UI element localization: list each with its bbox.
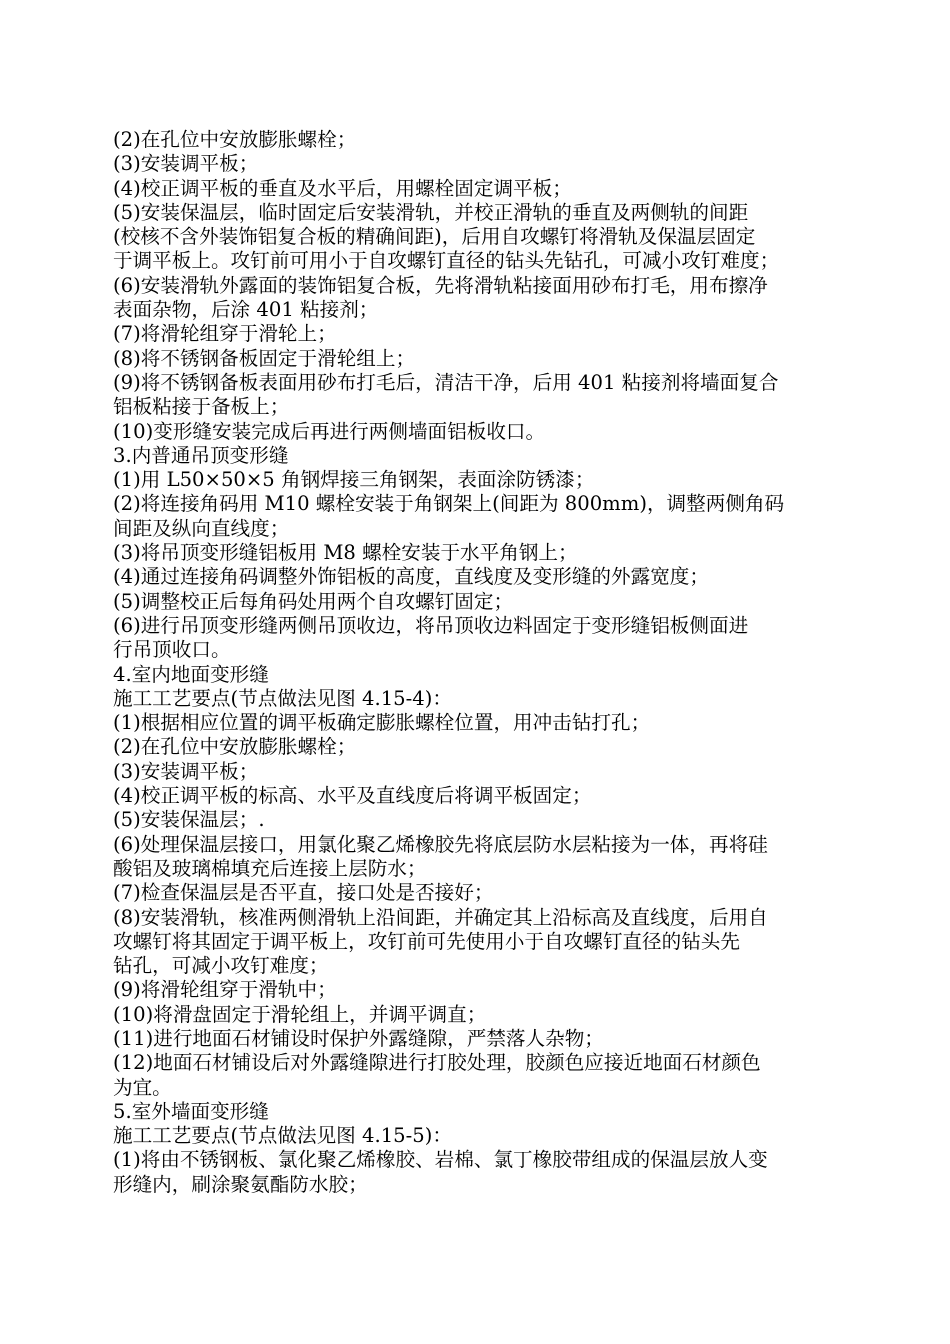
text-line: (4)通过连接角码调整外饰铝板的高度，直线度及变形缝的外露宽度； bbox=[113, 565, 709, 589]
text-line: 施工工艺要点(节点做法见图 4.15-4)： bbox=[113, 686, 452, 710]
text-line: 酸铝及玻璃棉填充后连接上层防水； bbox=[113, 856, 427, 880]
text-line: (9)将滑轮组穿于滑轨中； bbox=[113, 978, 337, 1002]
document-body bbox=[113, 128, 843, 1197]
text-line: (3)安装调平板； bbox=[113, 152, 259, 176]
text-line: (10)变形缝安装完成后再进行两侧墙面铝板收口。 bbox=[113, 419, 546, 443]
text-line: (8)将不锈钢备板固定于滑轮组上； bbox=[113, 346, 416, 370]
text-line: (10)将滑盘固定于滑轮组上，并调平调直； bbox=[113, 1002, 487, 1026]
text-line: (4)校正调平板的垂直及水平后，用螺栓固定调平板； bbox=[113, 176, 572, 200]
text-line: (1)用 L50×50×5 角钢焊接三角钢架，表面涂防锈漆； bbox=[113, 468, 595, 492]
text-line: (4)校正调平板的标高、水平及直线度后将调平板固定； bbox=[113, 784, 592, 808]
text-line: 间距及纵向直线度； bbox=[113, 516, 290, 540]
text-line: 于调平板上。攻钉前可用小于自攻螺钉直径的钻头先钻孔，可减小攻钉难度； bbox=[113, 249, 780, 273]
text-line: (9)将不锈钢备板表面用砂布打毛后，清洁干净，后用 401 粘接剂将墙面复合 bbox=[113, 370, 779, 394]
text-line: 铝板粘接于备板上； bbox=[113, 395, 290, 419]
text-line: 形缝内，刷涂聚氨酯防水胶； bbox=[113, 1172, 368, 1196]
text-line: (6)处理保温层接口，用氯化聚乙烯橡胶先将底层防水层粘接为一体，再将硅 bbox=[113, 832, 768, 856]
text-line: 行吊顶收口。 bbox=[113, 638, 231, 662]
text-line: 为宜。 bbox=[113, 1075, 172, 1099]
text-line: (5)调整校正后每角码处用两个自攻螺钉固定； bbox=[113, 589, 514, 613]
text-line: 5.室外墙面变形缝 bbox=[113, 1099, 269, 1123]
text-line: 表面杂物，后涂 401 粘接剂； bbox=[113, 298, 379, 322]
text-line: (12)地面石材铺设后对外露缝隙进行打胶处理，胶颜色应接近地面石材颜色 bbox=[113, 1051, 761, 1075]
text-line: 攻螺钉将其固定于调平板上，攻钉前可先使用小于自攻螺钉直径的钻头先 bbox=[113, 929, 740, 953]
text-line: (7)将滑轮组穿于滑轮上； bbox=[113, 322, 337, 346]
text-line: (11)进行地面石材铺设时保护外露缝隙，严禁落人杂物； bbox=[113, 1026, 604, 1050]
text-line: (2)将连接角码用 M10 螺栓安装于角钢架上(间距为 800mm)，调整两侧角码 bbox=[113, 492, 785, 516]
text-line: 4.室内地面变形缝 bbox=[113, 662, 269, 686]
text-line: (7)检查保温层是否平直，接口处是否接好； bbox=[113, 881, 494, 905]
text-line: (校核不含外装饰铝复合板的精确间距)，后用自攻螺钉将滑轨及保温层固定 bbox=[113, 225, 756, 249]
text-line: 施工工艺要点(节点做法见图 4.15-5)： bbox=[113, 1124, 452, 1148]
text-line: (5)安装保温层，临时固定后安装滑轨，并校正滑轨的垂直及两侧轨的间距 bbox=[113, 200, 749, 224]
text-line: 钻孔，可减小攻钉难度； bbox=[113, 954, 329, 978]
text-line: (1)将由不锈钢板、氯化聚乙烯橡胶、岩棉、氯丁橡胶带组成的保温层放人变 bbox=[113, 1148, 768, 1172]
text-line: (6)进行吊顶变形缝两侧吊顶收边，将吊顶收边料固定于变形缝铝板侧面进 bbox=[113, 613, 749, 637]
text-line: (5)安装保温层；. bbox=[113, 808, 265, 832]
text-line: 3.内普通吊顶变形缝 bbox=[113, 443, 289, 467]
text-line: (8)安装滑轨，核准两侧滑轨上沿间距，并确定其上沿标高及直线度，后用自 bbox=[113, 905, 768, 929]
text-line: (2)在孔位中安放膨胀螺栓； bbox=[113, 128, 357, 151]
text-line: (1)根据相应位置的调平板确定膨胀螺栓位置，用冲击钻打孔； bbox=[113, 711, 651, 735]
text-line: (3)安装调平板； bbox=[113, 759, 259, 783]
text-line: (6)安装滑轨外露面的装饰铝复合板，先将滑轨粘接面用砂布打毛，用布擦净 bbox=[113, 273, 768, 297]
text-line: (3)将吊顶变形缝铝板用 M8 螺栓安装于水平角钢上； bbox=[113, 541, 578, 565]
text-line: (2)在孔位中安放膨胀螺栓； bbox=[113, 735, 357, 759]
